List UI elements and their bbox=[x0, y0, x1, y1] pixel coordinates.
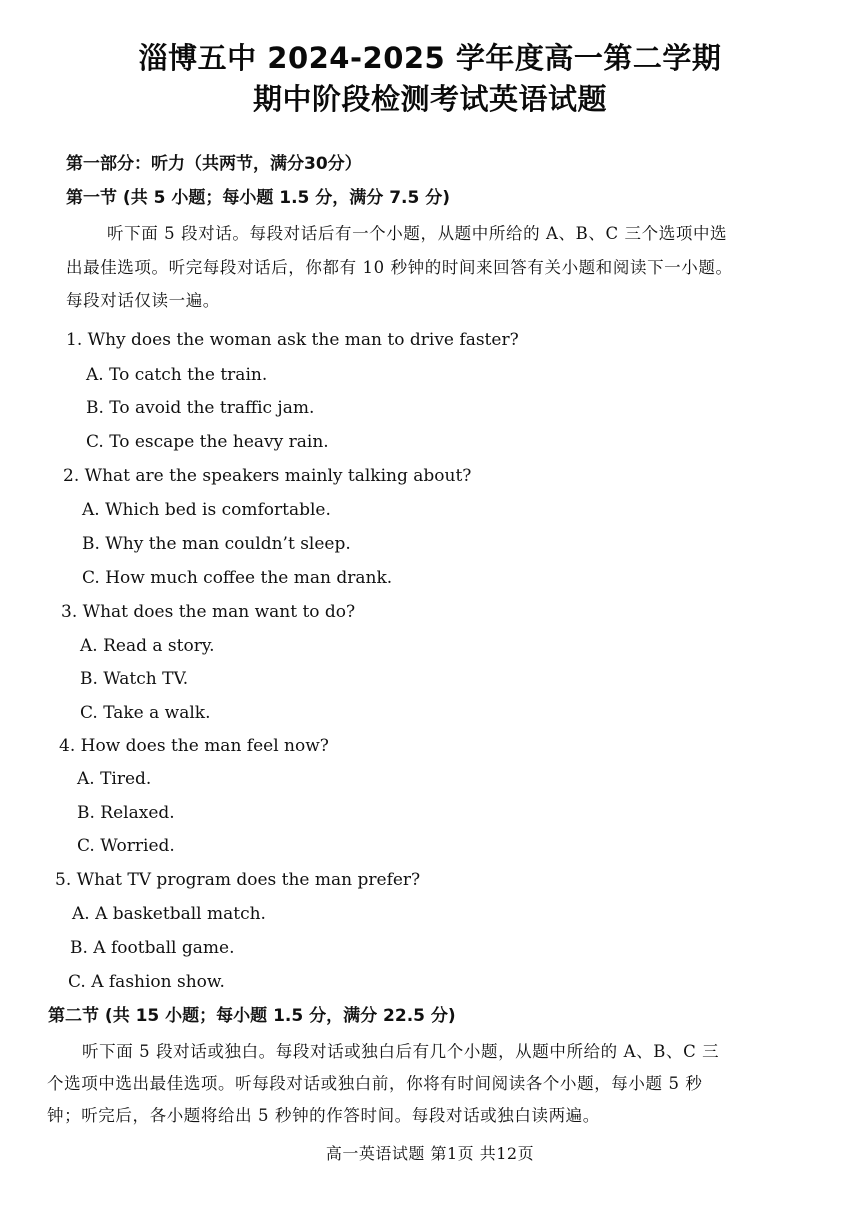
section2-instruction-line: 钟；听完后，各小题将给出 5 秒钟的作答时间。每段对话或独白读两遍。 bbox=[47, 1106, 600, 1125]
section2-heading: 第二节 (共 15 小题；每小题 1.5 分，满分 22.5 分) bbox=[48, 1006, 456, 1026]
question-2-stem: 2. What are the speakers mainly talking about? bbox=[63, 466, 472, 486]
question-2-option-c: C. How much coffee the man drank. bbox=[82, 568, 393, 588]
question-4-option-b: B. Relaxed. bbox=[77, 803, 175, 823]
section2-instruction-line: 听下面 5 段对话或独白。每段对话或独白后有几个小题，从题中所给的 A、B、C 三 bbox=[82, 1042, 720, 1061]
question-1-option-b: B. To avoid the traffic jam. bbox=[86, 398, 315, 418]
question-3-option-b: B. Watch TV. bbox=[80, 669, 189, 689]
question-1-option-a: A. To catch the train. bbox=[86, 365, 268, 385]
question-5-option-c: C. A fashion show. bbox=[68, 972, 225, 992]
question-4-option-a: A. Tired. bbox=[77, 769, 152, 789]
page-footer: 高一英语试题 第1页 共12页 bbox=[325, 1144, 535, 1163]
question-2-option-b: B. Why the man couldn’t sleep. bbox=[82, 534, 351, 554]
question-1-stem: 1. Why does the woman ask the man to drive faster? bbox=[66, 330, 519, 350]
question-3-option-c: C. Take a walk. bbox=[80, 703, 211, 723]
section1-instruction-line: 每段对话仅读一遍。 bbox=[66, 291, 220, 310]
exam-title-line2: 期中阶段检测考试英语试题 bbox=[252, 82, 607, 116]
exam-title-line1: 淄博五中 2024-2025 学年度高一第二学期 bbox=[138, 41, 722, 75]
question-1-option-c: C. To escape the heavy rain. bbox=[86, 432, 329, 452]
question-5-option-b: B. A football game. bbox=[70, 938, 235, 958]
question-2-option-a: A. Which bed is comfortable. bbox=[82, 500, 331, 520]
part1-heading: 第一部分：听力（共两节，满分30分） bbox=[66, 154, 362, 174]
question-5-stem: 5. What TV program does the man prefer? bbox=[55, 870, 421, 890]
question-3-stem: 3. What does the man want to do? bbox=[61, 602, 356, 622]
question-4-option-c: C. Worried. bbox=[77, 836, 175, 856]
question-5-option-a: A. A basketball match. bbox=[72, 904, 266, 924]
section1-instruction-line: 听下面 5 段对话。每段对话后有一个小题，从题中所给的 A、B、C 三个选项中选 bbox=[107, 224, 728, 243]
section1-instruction-line: 出最佳选项。听完每段对话后，你都有 10 秒钟的时间来回答有关小题和阅读下一小题。 bbox=[66, 258, 733, 277]
question-3-option-a: A. Read a story. bbox=[80, 636, 215, 656]
question-4-stem: 4. How does the man feel now? bbox=[59, 736, 329, 756]
section2-instruction-line: 个选项中选出最佳选项。听每段对话或独白前，你将有时间阅读各个小题，每小题 5 秒 bbox=[47, 1074, 703, 1093]
section1-heading: 第一节 (共 5 小题；每小题 1.5 分，满分 7.5 分) bbox=[66, 188, 451, 208]
